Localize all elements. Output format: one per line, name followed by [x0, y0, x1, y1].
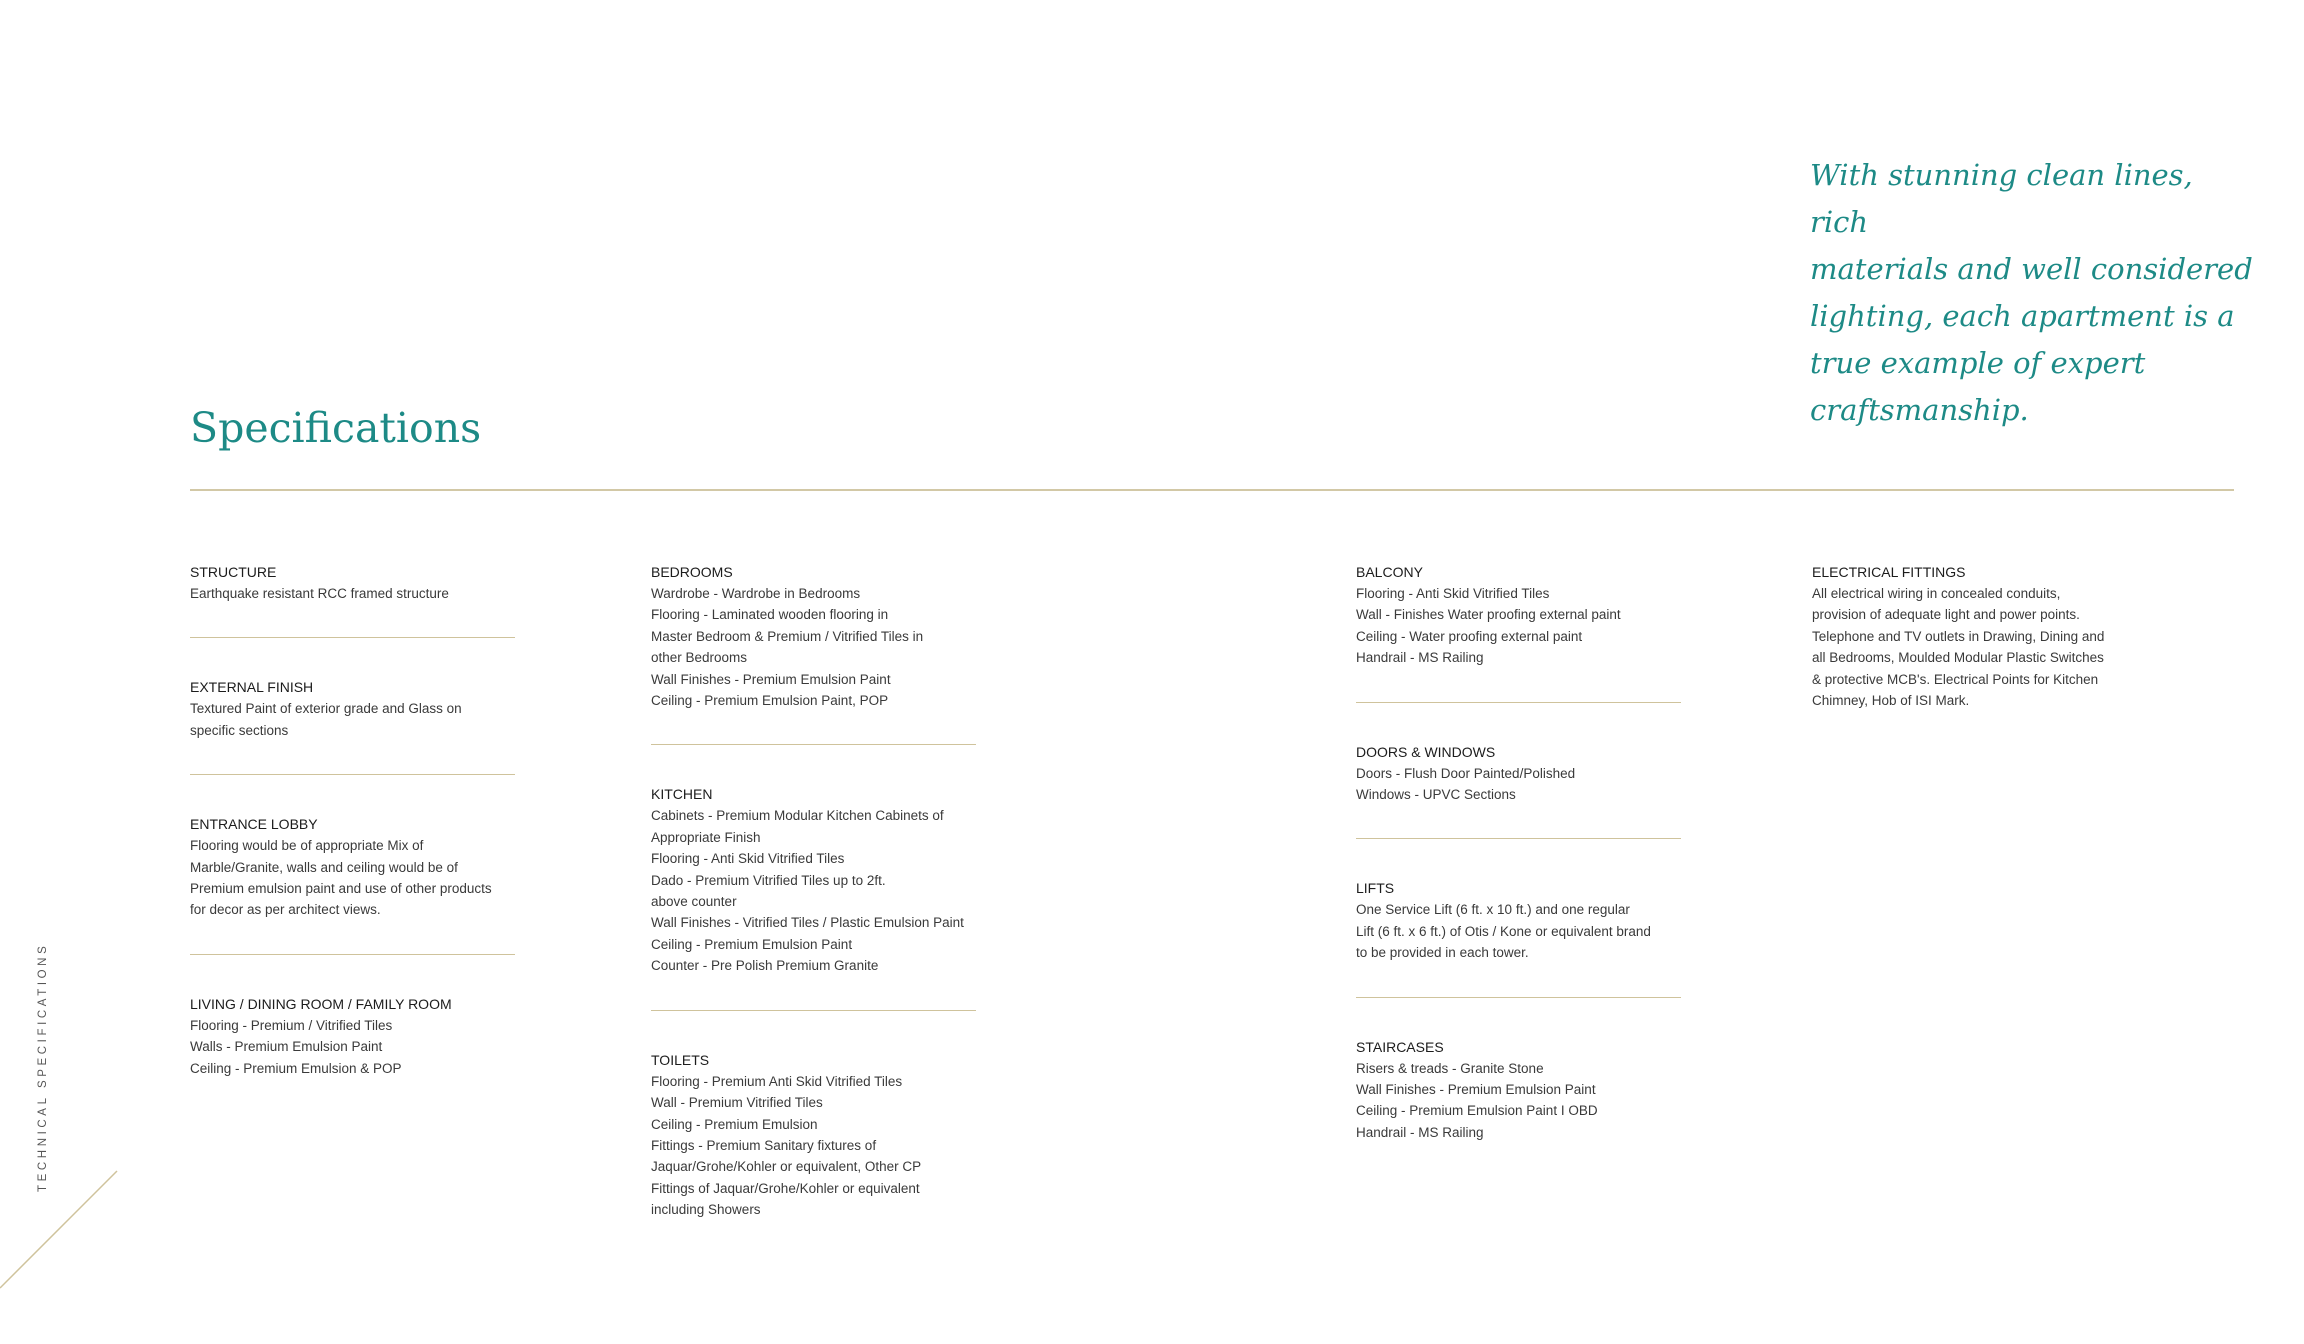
spec-line: Wall Finishes - Premium Emulsion Paint — [651, 671, 891, 687]
spec-section — [651, 1050, 976, 1221]
spec-section-heading: KITCHEN — [651, 786, 713, 803]
spec-line: Wall Finishes - Premium Emulsion Paint — [1356, 1082, 1596, 1098]
tagline-line: craftsmanship. — [1810, 393, 2029, 427]
spec-line: Handrail - MS Railing — [1356, 1124, 1484, 1140]
spec-section-body — [190, 698, 515, 741]
spec-section-heading: TOILETS — [651, 1051, 710, 1068]
spec-line: Risers & treads - Granite Stone — [1356, 1060, 1544, 1076]
spec-line: all Bedrooms, Moulded Modular Plastic Switches — [1812, 650, 2104, 666]
spec-line: Wall Finishes - Vitrified Tiles / Plastic Emulsion Paint — [651, 915, 964, 931]
spec-line: Appropriate Finish — [651, 829, 761, 845]
spec-section — [190, 994, 515, 1079]
spec-line: other Bedrooms — [651, 650, 748, 666]
spec-line: Marble/Granite, walls and ceiling would be of — [190, 859, 458, 875]
spec-section-body — [190, 1015, 515, 1079]
section-divider — [1356, 997, 1681, 998]
spec-section-body — [1356, 763, 1681, 806]
spec-line: Textured Paint of exterior grade and Glass on — [190, 701, 462, 717]
spec-line: Flooring would be of appropriate Mix of — [190, 838, 424, 854]
spec-section — [1356, 878, 1681, 963]
spec-section-body — [651, 583, 976, 711]
spec-section-heading: STRUCTURE — [190, 564, 277, 580]
spec-line: Earthquake resistant RCC framed structure — [190, 586, 449, 601]
spec-section — [1356, 562, 1681, 669]
spec-line: Master Bedroom & Premium / Vitrified Tiles in — [651, 628, 924, 644]
spec-line: Flooring - Premium Anti Skid Vitrified Tiles — [651, 1073, 903, 1089]
spec-line: Ceiling - Premium Emulsion Paint — [651, 936, 853, 952]
spec-section — [190, 814, 515, 921]
spec-section-heading: LIVING / DINING ROOM / FAMILY ROOM — [190, 995, 452, 1012]
spec-line: Cabinets - Premium Modular Kitchen Cabinets of — [651, 808, 944, 824]
spec-section — [190, 562, 515, 604]
section-divider — [190, 637, 515, 638]
spec-line: Windows - UPVC Sections — [1356, 787, 1516, 803]
spec-section-body — [1356, 899, 1681, 963]
spec-line: Ceiling - Premium Emulsion & POP — [190, 1060, 402, 1076]
section-divider — [1356, 838, 1681, 839]
spec-line: & protective MCB's. Electrical Points for Kitchen — [1812, 671, 2099, 687]
section-divider — [651, 1010, 976, 1011]
spec-line: Fittings - Premium Sanitary fixtures of — [651, 1137, 877, 1153]
spec-column-4 — [1812, 562, 2142, 711]
spec-line: Ceiling - Premium Emulsion — [651, 1116, 818, 1132]
spec-line: Flooring - Anti Skid Vitrified Tiles — [1356, 586, 1550, 601]
corner-diagonal-line — [0, 1170, 120, 1290]
spec-column-2 — [651, 562, 976, 1221]
spec-line: Handrail - MS Railing — [1356, 650, 1484, 666]
spec-line: Wardrobe - Wardrobe in Bedrooms — [651, 586, 861, 601]
spec-section-heading: ENTRANCE LOBBY — [190, 816, 318, 833]
spec-line: Walls - Premium Emulsion Paint — [190, 1039, 383, 1055]
spec-section — [651, 784, 976, 976]
spec-section-body — [1812, 583, 2142, 711]
spec-line: Ceiling - Water proofing external paint — [1356, 628, 1583, 644]
spec-line: Flooring - Premium / Vitrified Tiles — [190, 1017, 393, 1033]
spec-section-body — [1356, 583, 1681, 669]
spec-line: Flooring - Laminated wooden flooring in — [651, 607, 889, 623]
spec-section-heading: BEDROOMS — [651, 564, 733, 580]
spec-line: Ceiling - Premium Emulsion Paint I OBD — [1356, 1103, 1598, 1119]
spec-section-body — [651, 805, 976, 976]
spec-section-heading: EXTERNAL FINISH — [190, 679, 314, 696]
section-divider — [651, 744, 976, 745]
spec-line: Fittings of Jaquar/Grohe/Kohler or equivalent — [651, 1180, 920, 1196]
spec-line: including Showers — [651, 1202, 761, 1218]
title-divider — [190, 489, 2234, 491]
spec-line: All electrical wiring in concealed conduits, — [1812, 586, 2061, 601]
spec-line: Doors - Flush Door Painted/Polished — [1356, 765, 1576, 781]
section-divider — [190, 954, 515, 955]
tagline-line: lighting, each apartment is a — [1810, 299, 2235, 333]
spec-line: Dado - Premium Vitrified Tiles up to 2ft. — [651, 872, 886, 888]
tagline-line: true example of expert — [1810, 346, 2146, 380]
spec-line: Chimney, Hob of ISI Mark. — [1812, 693, 1970, 709]
tagline — [1810, 152, 2260, 434]
spec-line: One Service Lift (6 ft. x 10 ft.) and one regular — [1356, 902, 1630, 918]
tagline-line: materials and well considered — [1810, 252, 2253, 286]
spec-line: Ceiling - Premium Emulsion Paint, POP — [651, 693, 889, 709]
spec-section-body — [651, 1071, 976, 1221]
spec-line: Premium emulsion paint and use of other products — [190, 881, 492, 897]
spec-section — [1812, 562, 2142, 711]
spec-section-heading: LIFTS — [1356, 880, 1395, 897]
spec-section — [1356, 1037, 1681, 1144]
spec-line: Telephone and TV outlets in Drawing, Dining and — [1812, 628, 2105, 644]
spec-section-body — [190, 835, 515, 921]
spec-line: Jaquar/Grohe/Kohler or equivalent, Other CP — [651, 1159, 922, 1175]
spec-line: Lift (6 ft. x 6 ft.) of Otis / Kone or equivalent brand — [1356, 923, 1651, 939]
page-title: Specifications — [190, 404, 482, 452]
spec-section-heading: ELECTRICAL FITTINGS — [1812, 564, 1966, 580]
spec-line: for decor as per architect views. — [190, 902, 381, 918]
spec-section — [1356, 742, 1681, 806]
spec-section-body — [1356, 1058, 1681, 1144]
spec-line: above counter — [651, 894, 737, 910]
spec-section — [651, 562, 976, 711]
spec-line: Flooring - Anti Skid Vitrified Tiles — [651, 851, 845, 867]
spec-line: to be provided in each tower. — [1356, 945, 1529, 961]
spec-column-1 — [190, 562, 515, 1079]
tagline-line: With stunning clean lines, rich — [1810, 158, 2193, 239]
spec-line: Wall - Finishes Water proofing external paint — [1356, 607, 1621, 623]
spec-line: specific sections — [190, 722, 289, 738]
section-divider — [190, 774, 515, 775]
spec-section-heading: BALCONY — [1356, 564, 1423, 580]
spec-section — [190, 677, 515, 741]
section-divider — [1356, 702, 1681, 703]
side-label: TECHNICAL SPECIFICATIONS — [37, 942, 49, 1192]
spec-line: provision of adequate light and power points. — [1812, 607, 2080, 623]
spec-section-heading: STAIRCASES — [1356, 1038, 1444, 1055]
spec-line: Counter - Pre Polish Premium Granite — [651, 958, 879, 974]
spec-section-body — [190, 583, 515, 604]
spec-section-heading: DOORS & WINDOWS — [1356, 743, 1496, 760]
spec-column-3 — [1356, 562, 1681, 1143]
spec-line: Wall - Premium Vitrified Tiles — [651, 1095, 823, 1111]
